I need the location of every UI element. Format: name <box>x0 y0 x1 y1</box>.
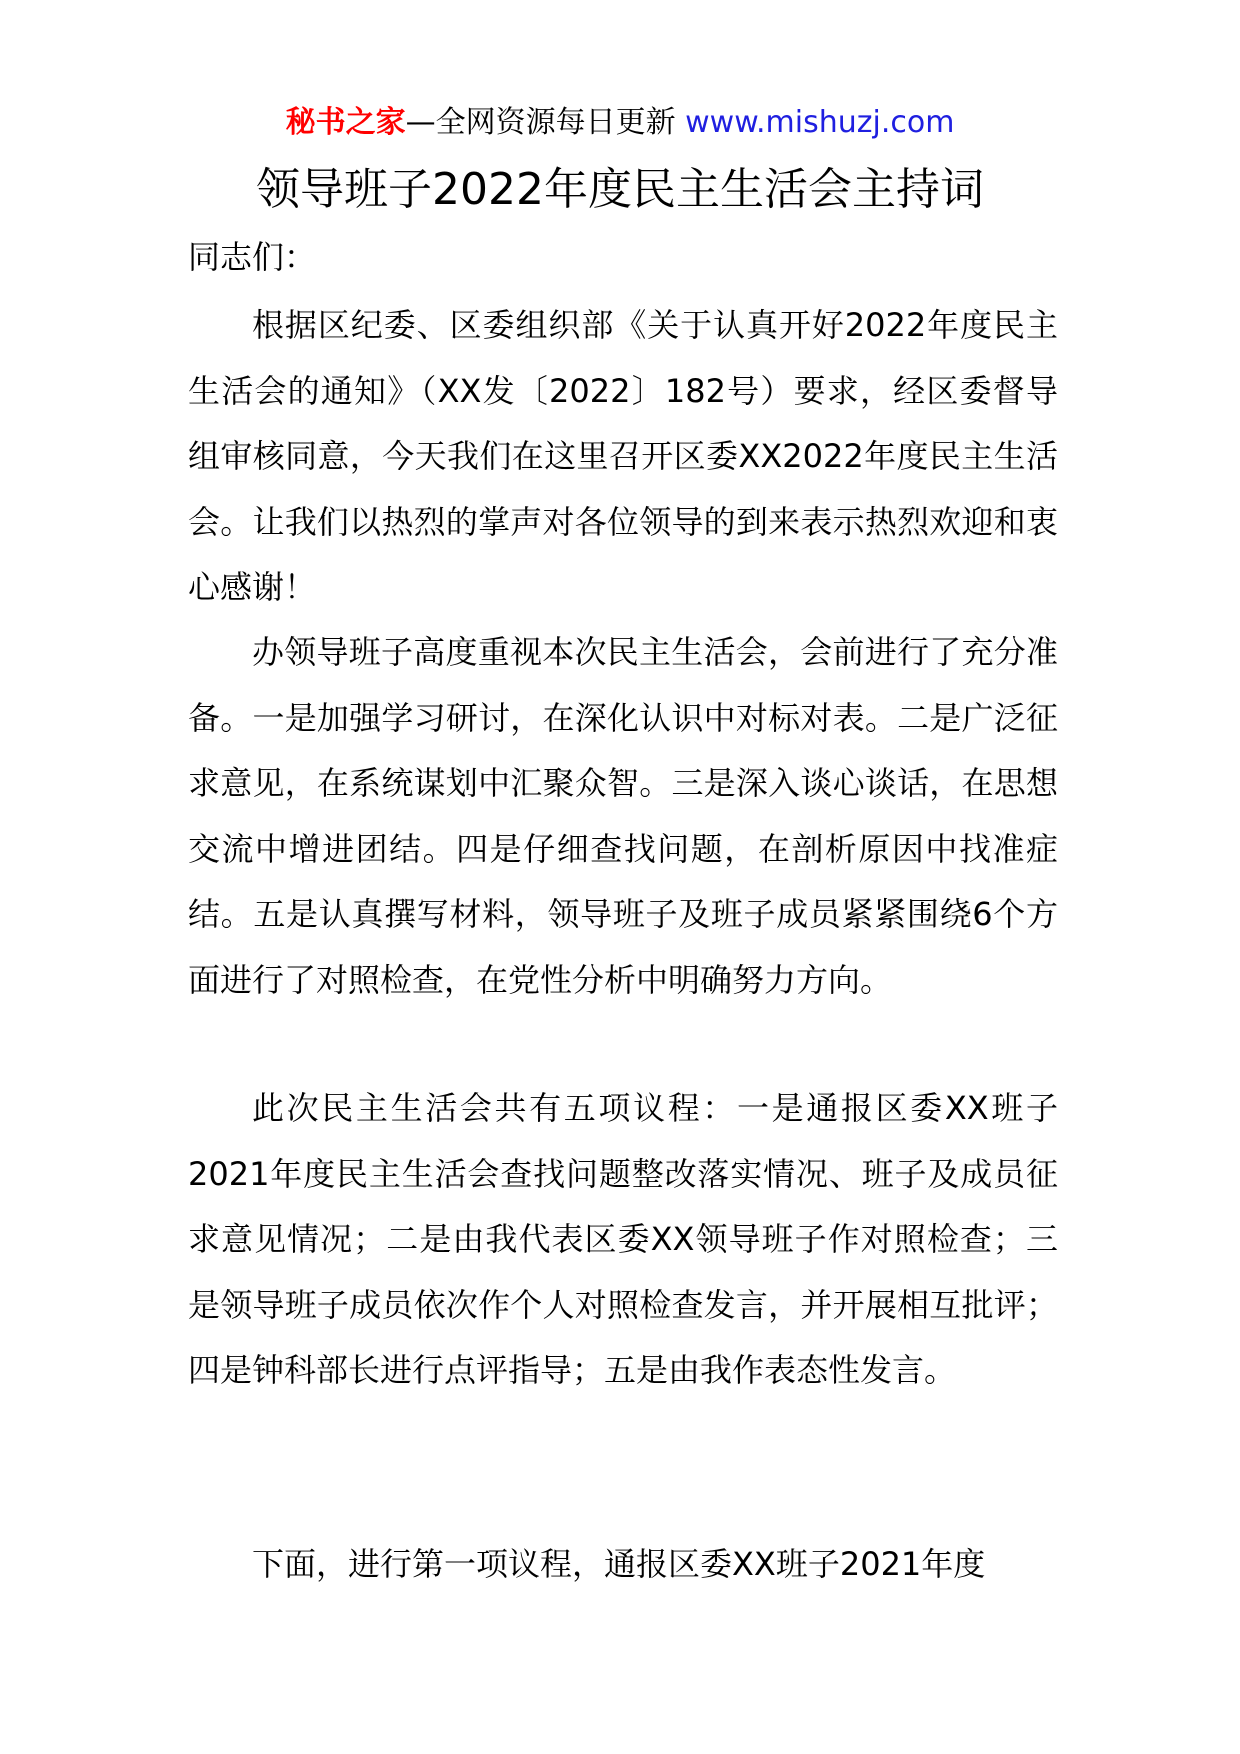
paragraph-4: 下面，进行第一项议程，通报区委XX班子2021年度 <box>252 1545 986 1583</box>
paragraph-2: 办领导班子高度重视本次民主生活会，会前进行了充分准备。一是加强学习研讨，在深化认识中对标对表。二是广泛征求意见，在系统谋划中汇聚众智。三是深入谈心谈话，在思想交流中增进团结。四是仔细查找问题，在剖析原因中找准症结。五是认真撰写材料，领导班子及班子成员紧紧围绕6个方面进行了对照检查，在党性分析中明确努力方向。 <box>188 633 1058 999</box>
site-url-link[interactable]: www.mishuzj.com <box>685 105 955 140</box>
paragraph-1: 根据区纪委、区委组织部《关于认真开好2022年度民主生活会的通知》（XX发〔2022〕182号）要求，经区委督导组审核同意，今天我们在这里召开区委XX2022年度民主生活会。让我们以热烈的掌声对各位领导的到来表示热烈欢迎和衷心感谢！ <box>188 306 1058 606</box>
site-header <box>0 103 1240 143</box>
header-tagline: —全网资源每日更新 <box>405 105 676 140</box>
salutation: 同志们： <box>188 238 317 276</box>
paragraph-3: 此次民主生活会共有五项议程：一是通报区委XX班子2021年度民主生活会查找问题整改落实情况、班子及成员征求意见情况；二是由我代表区委XX领导班子作对照检查；三是领导班子成员依次作个人对照检查发言，并开展相互批评；四是钟科部长进行点评指导；五是由我作表态性发言。 <box>188 1089 1058 1389</box>
brand-name: 秘书之家 <box>285 105 406 140</box>
document-title: 领导班子2022年度民主生活会主持词 <box>256 164 984 215</box>
